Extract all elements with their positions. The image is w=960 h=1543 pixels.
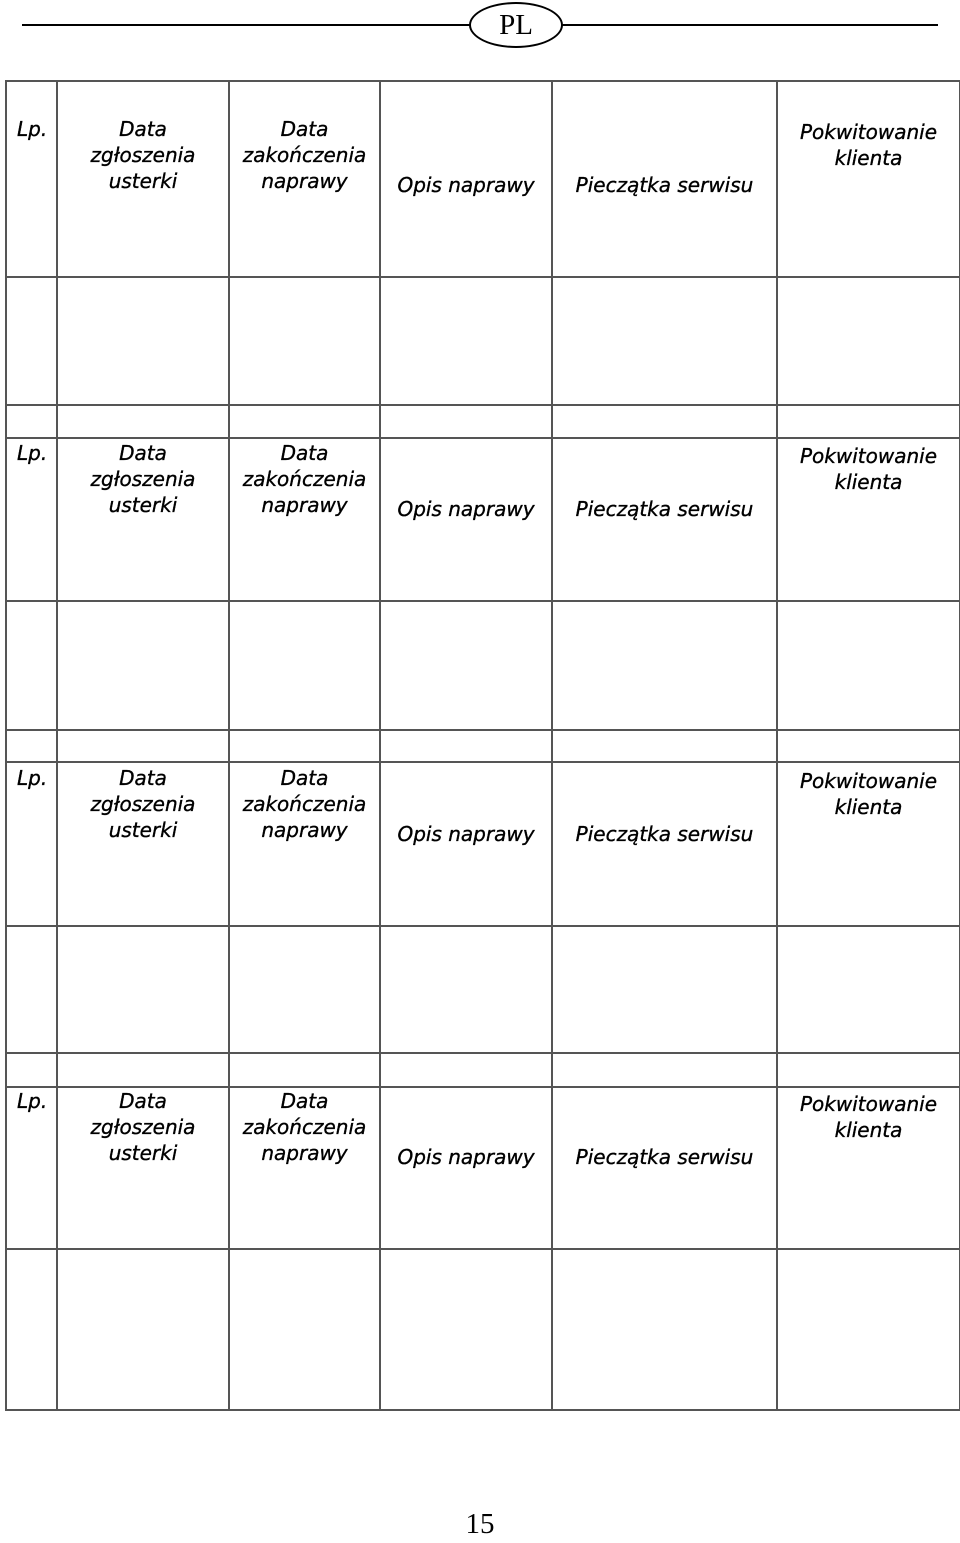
column-header-completion-date: Data zakończenia naprawy [229,1053,380,1249]
repair-log-header-row [6,405,960,601]
column-header-repair-description: Opis naprawy [380,405,552,601]
cell-completion-date[interactable] [229,1249,380,1410]
column-header-repair-description: Opis naprawy [380,81,552,277]
column-header-customer-acknowledgement: Pokwitowanie klienta [777,730,960,926]
column-header-service-stamp: Pieczątka serwisu [552,1053,777,1249]
column-header-service-stamp: Pieczątka serwisu [552,730,777,926]
cell-lp[interactable] [6,1249,57,1410]
repair-log-header-row [6,81,960,277]
column-header-service-stamp: Pieczątka serwisu [552,405,777,601]
column-header-lp: Lp. [6,730,57,926]
column-header-service-stamp: Pieczątka serwisu [552,81,777,277]
column-header-completion-date: Data zakończenia naprawy [229,81,380,277]
cell-repair-description[interactable] [380,1249,552,1410]
repair-log-block-3 [5,729,960,1088]
repair-log-block-1 [5,80,960,439]
repair-log-entry-row [6,1249,960,1410]
column-header-customer-acknowledgement: Pokwitowanie klienta [777,81,960,277]
column-header-customer-acknowledgement: Pokwitowanie klienta [777,405,960,601]
column-header-report-date: Data zgłoszenia usterki [57,1053,229,1249]
cell-customer-acknowledgement[interactable] [777,1249,960,1410]
repair-log-block-4 [5,1052,960,1411]
column-header-repair-description: Opis naprawy [380,730,552,926]
repair-log-block-2 [5,404,960,763]
column-header-lp: Lp. [6,1053,57,1249]
cell-service-stamp[interactable] [552,1249,777,1410]
repair-log-header-row [6,1053,960,1249]
column-header-report-date: Data zgłoszenia usterki [57,405,229,601]
column-header-repair-description: Opis naprawy [380,1053,552,1249]
column-header-completion-date: Data zakończenia naprawy [229,405,380,601]
language-badge-label: PL [499,8,533,41]
column-header-customer-acknowledgement: Pokwitowanie klienta [777,1053,960,1249]
column-header-completion-date: Data zakończenia naprawy [229,730,380,926]
column-header-report-date: Data zgłoszenia usterki [57,730,229,926]
column-header-report-date: Data zgłoszenia usterki [57,81,229,277]
column-header-lp: Lp. [6,405,57,601]
column-header-lp: Lp. [6,81,57,277]
header-rule-right [562,24,938,26]
page-number: 15 [465,1508,495,1540]
header-rule-left [22,24,470,26]
repair-log-header-row [6,730,960,926]
language-badge [469,2,563,48]
cell-report-date[interactable] [57,1249,229,1410]
